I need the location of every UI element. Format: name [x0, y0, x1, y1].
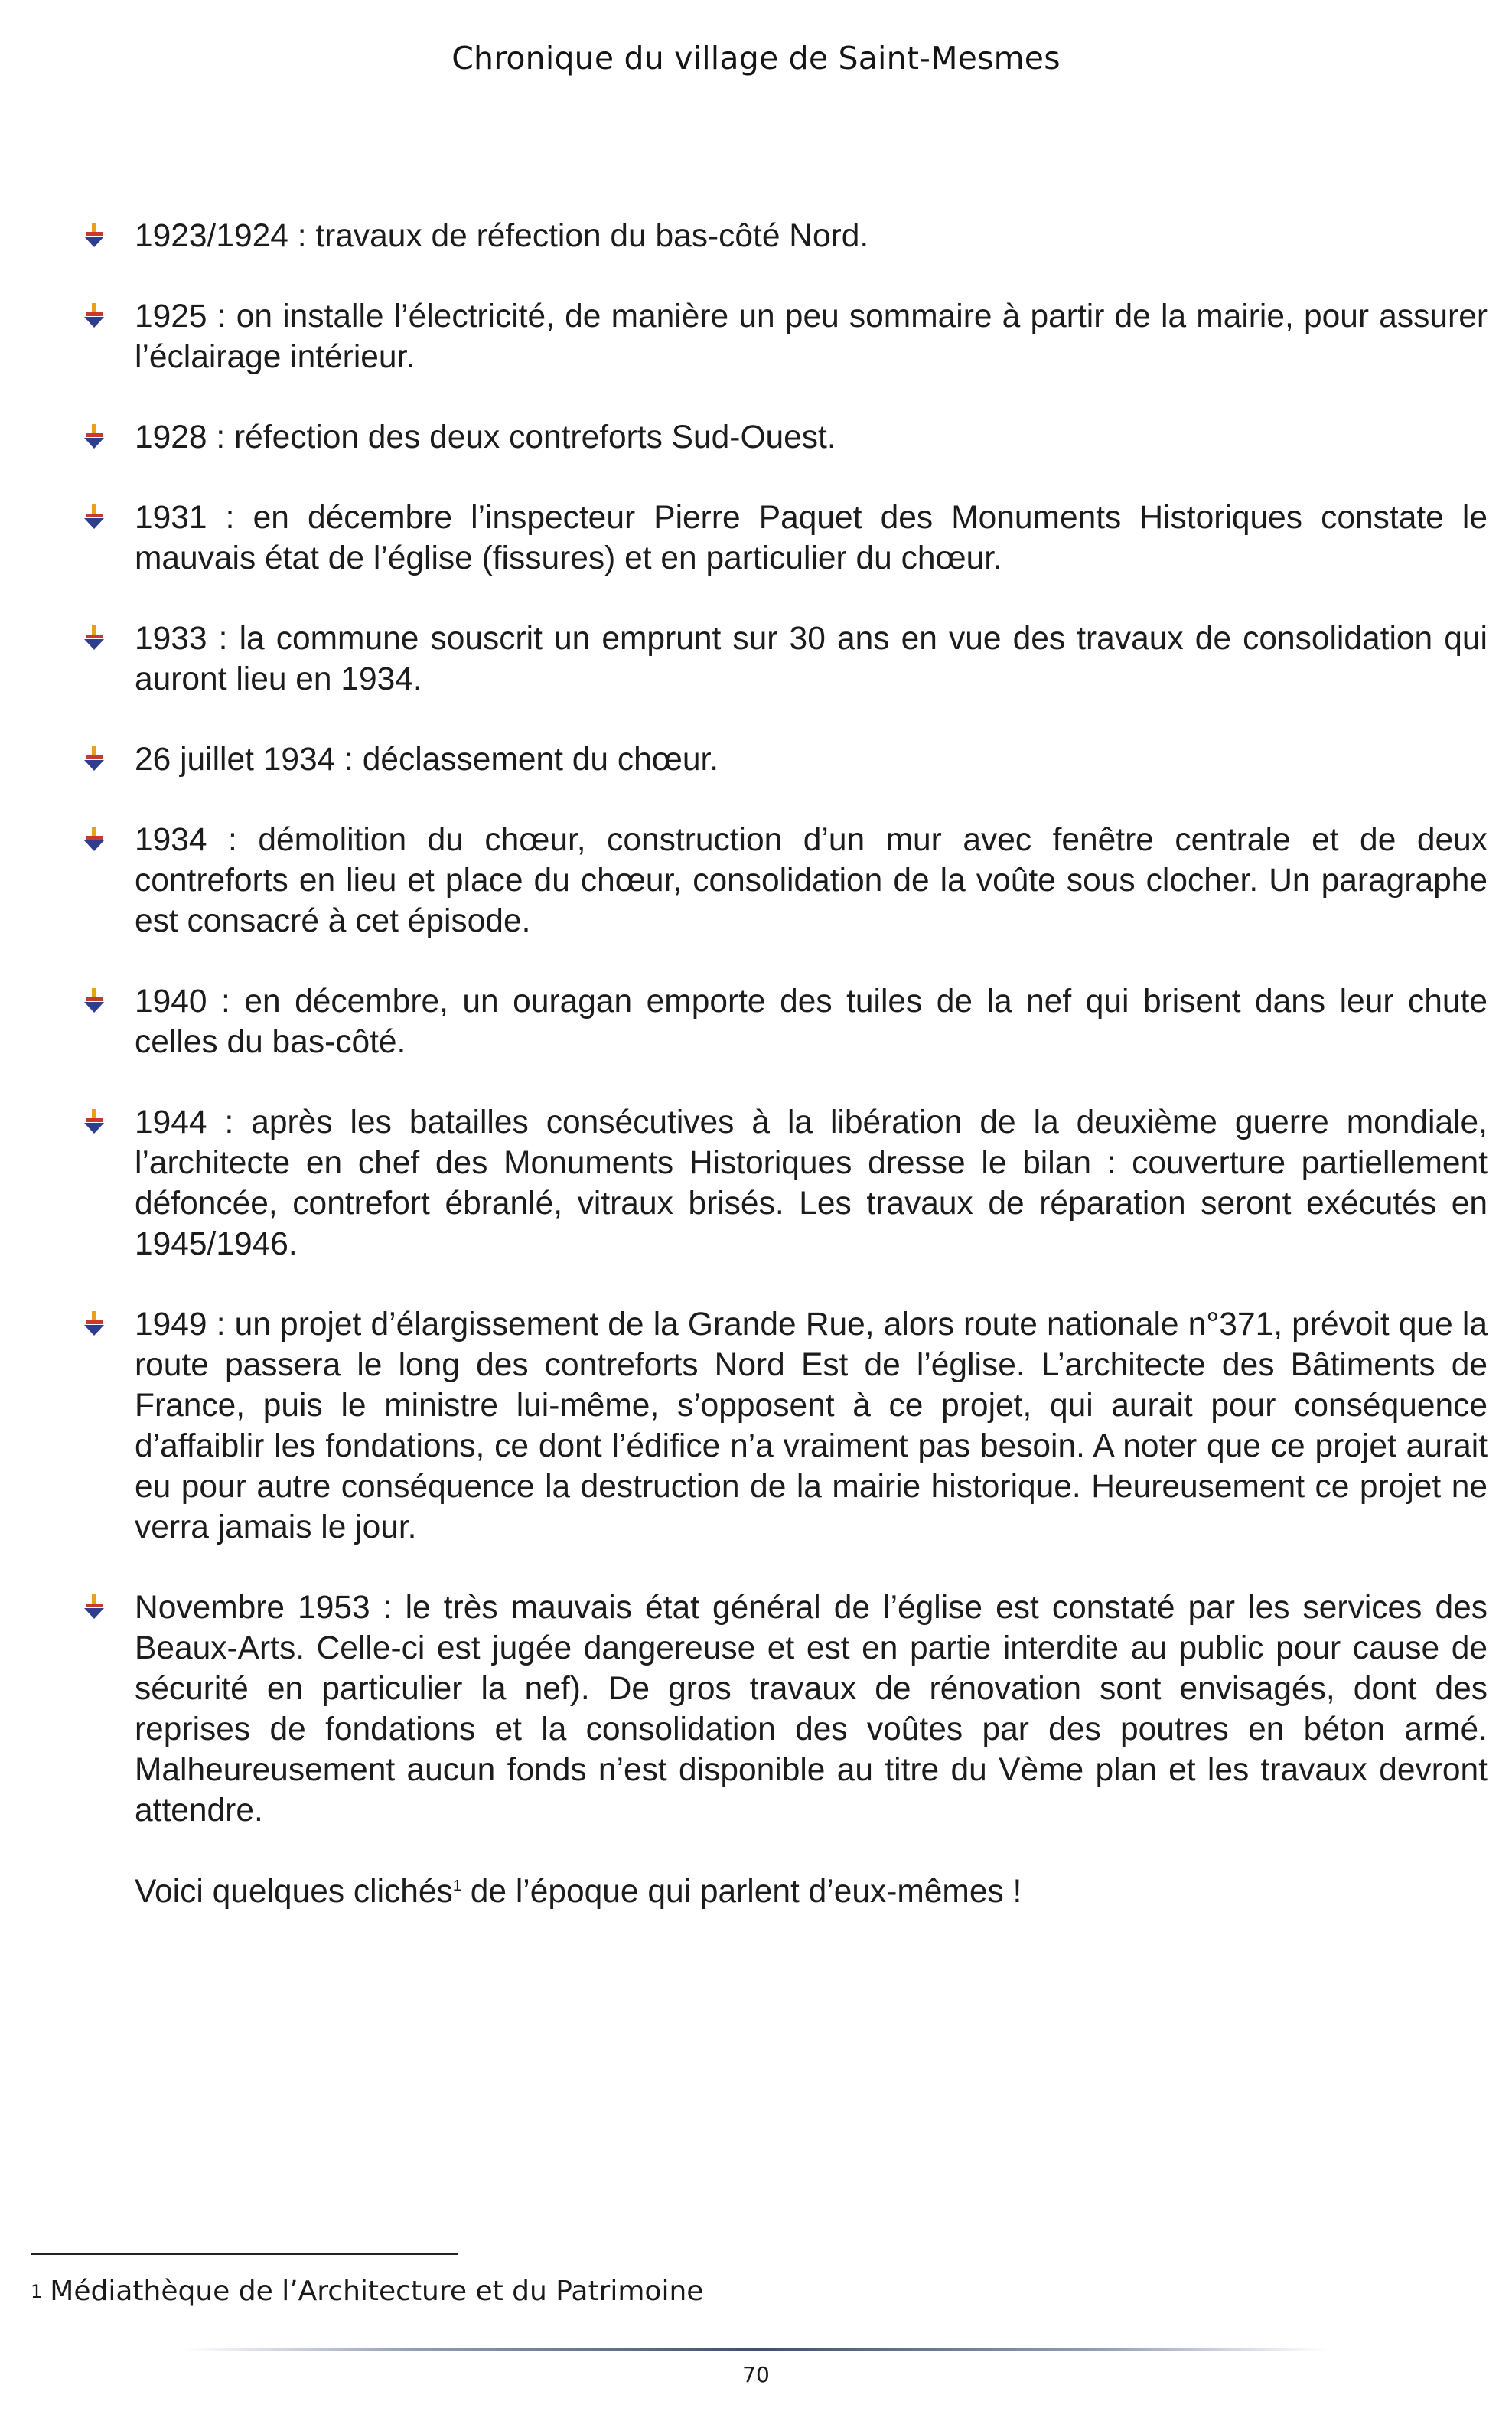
- list-item-text: 1923/1924 : travaux de réfection du bas-côté Nord.: [135, 218, 869, 254]
- arrow-bullet-icon: [83, 1594, 106, 1620]
- arrow-bullet-icon: [83, 424, 106, 450]
- list-item: [83, 417, 1488, 458]
- list-item-text: 26 juillet 1934 : déclassement du chœur.: [135, 742, 719, 778]
- footer-divider: [184, 2348, 1328, 2351]
- footnote-separator: [31, 2253, 458, 2255]
- arrow-bullet-icon: [83, 1311, 106, 1337]
- list-item: [83, 739, 1488, 780]
- list-item: [83, 1304, 1488, 1548]
- arrow-bullet-icon: [83, 827, 106, 853]
- list-item-text: 1934 : démolition du chœur, construction d’un mur avec fenêtre centrale et de deux contreforts en lieu et place du chœur, consolidation de la voûte sous clocher. Un paragraphe est consacré à cet épisode.: [135, 822, 1488, 939]
- chronology-list: [83, 216, 1488, 1912]
- list-item: [83, 216, 1488, 256]
- list-item-text: 1944 : après les batailles consécutives à la libération de la deuxième guerre mondiale, l’architecte en chef des Monuments Historiques dresse le bilan : couverture partiellement défoncée, contrefort ébranlé, vitraux brisés. Les travaux de réparation seront exécutés en 1945/1946.: [135, 1104, 1488, 1262]
- arrow-bullet-icon: [83, 988, 106, 1014]
- list-item: [83, 1587, 1488, 1831]
- list-item-text: 1933 : la commune souscrit un emprunt sur 30 ans en vue des travaux de consolidation qui auront lieu en 1934.: [135, 621, 1488, 697]
- footnote-mark: 1: [31, 2281, 43, 2302]
- list-item: [83, 981, 1488, 1062]
- page-number: 70: [742, 2362, 770, 2387]
- closing-text-end: de l’époque qui parlent d’eux-mêmes !: [461, 1874, 1022, 1910]
- list-item: [83, 1102, 1488, 1264]
- list-item-text: 1940 : en décembre, un ouragan emporte des tuiles de la nef qui brisent dans leur chute celles du bas-côté.: [135, 984, 1488, 1060]
- page-header-title: Chronique du village de Saint-Mesmes: [451, 40, 1061, 77]
- arrow-bullet-icon: [83, 1109, 106, 1135]
- list-item: [83, 498, 1488, 579]
- list-item: [83, 820, 1488, 941]
- list-item-text: 1931 : en décembre l’inspecteur Pierre Paquet des Monuments Historiques constate le mauvais état de l’église (fissures) et en particulier du chœur.: [135, 500, 1488, 576]
- list-item-text: 1925 : on installe l’électricité, de manière un peu sommaire à partir de la mairie, pour assurer l’éclairage intérieur.: [135, 299, 1488, 375]
- arrow-bullet-icon: [83, 504, 106, 530]
- arrow-bullet-icon: [83, 746, 106, 772]
- list-item-text: 1928 : réfection des deux contreforts Sud-Ouest.: [135, 419, 836, 455]
- list-item: [83, 296, 1488, 377]
- list-item: [83, 618, 1488, 700]
- closing-paragraph: [83, 1871, 1488, 1912]
- closing-text: Voici quelques clichés: [135, 1874, 453, 1910]
- arrow-bullet-icon: [83, 303, 106, 329]
- list-item-text: Novembre 1953 : le très mauvais état général de l’église est constaté par les services des Beaux-Arts. Celle-ci est jugée dangereuse et est en partie interdite au public pour cause de sécurité en particulier la nef). De gros travaux de rénovation sont envisagés, dont des reprises de fondations et la consolidation des voûtes par des poutres en béton armé. Malheureusement aucun fonds n’est disponible au titre du Vème plan et les travaux devront attendre.: [135, 1590, 1488, 1829]
- footnote-text: Médiathèque de l’Architecture et du Patrimoine: [50, 2276, 704, 2307]
- footnote-reference[interactable]: 1: [452, 1877, 461, 1894]
- arrow-bullet-icon: [83, 625, 106, 651]
- list-item-text: 1949 : un projet d’élargissement de la Grande Rue, alors route nationale n°371, prévoit que la route passera le long des contreforts Nord Est de l’église. L’architecte des Bâtiments de France, puis le ministre lui-même, s’opposent à ce projet, qui aurait pour conséquence d’affaiblir les fondations, ce dont l’édifice n’a vraiment pas besoin. A noter que ce projet aurait eu pour autre conséquence la destruction de la mairie historique. Heureusement ce projet ne verra jamais le jour.: [135, 1307, 1488, 1545]
- arrow-bullet-icon: [83, 223, 106, 249]
- footnote: [31, 2275, 703, 2308]
